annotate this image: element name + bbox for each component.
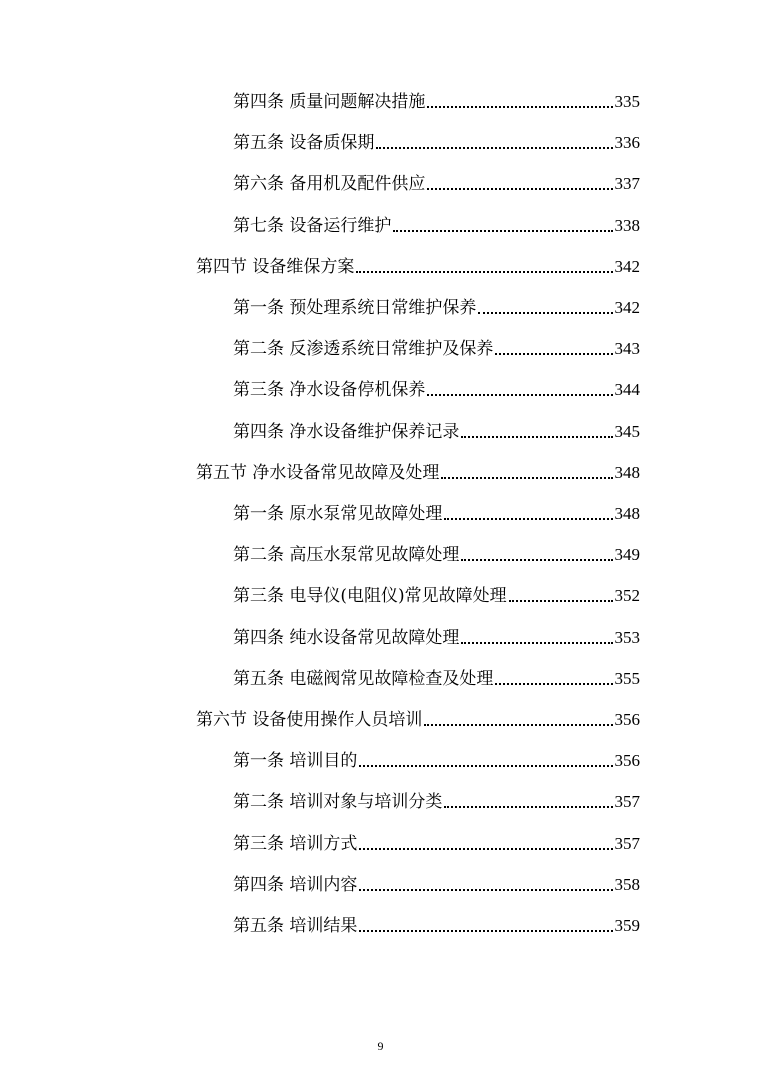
toc-entry-page: 357	[614, 833, 640, 853]
toc-entry-title: 第二条 反渗透系统日常维护及保养	[233, 339, 494, 360]
toc-dot-leader	[495, 353, 612, 355]
toc-article-entry[interactable]	[233, 292, 640, 318]
toc-article-entry[interactable]	[233, 86, 640, 112]
toc-entry-page: 352	[614, 586, 640, 606]
toc-entry-title: 第六节 设备使用操作人员培训	[196, 710, 423, 730]
toc-dot-leader	[359, 765, 612, 767]
toc-dot-leader	[509, 600, 613, 602]
toc-article-entry[interactable]	[233, 910, 640, 936]
toc-entry-title: 第六条 备用机及配件供应	[233, 174, 426, 195]
toc-entry-page: 348	[614, 504, 640, 523]
toc-article-entry[interactable]	[233, 416, 640, 442]
toc-entry-page: 337	[614, 174, 640, 194]
toc-entry-page: 342	[614, 298, 640, 317]
toc-dot-leader	[376, 147, 612, 149]
toc-entry-page: 356	[614, 751, 640, 771]
toc-dot-leader	[393, 230, 612, 232]
toc-entry-page: 355	[614, 668, 640, 688]
toc-dot-leader	[359, 848, 612, 850]
toc-dot-leader	[427, 188, 612, 190]
toc-article-entry[interactable]	[233, 168, 640, 194]
toc-article-entry[interactable]	[233, 622, 640, 648]
toc-entry-page: 336	[614, 133, 640, 153]
toc-dot-leader	[461, 436, 612, 438]
toc-dot-leader	[427, 106, 612, 108]
toc-entry-title: 第四条 纯水设备常见故障处理	[233, 627, 460, 648]
toc-article-entry[interactable]	[233, 127, 640, 153]
toc-section-entry[interactable]	[196, 457, 640, 483]
toc-dot-leader	[461, 642, 612, 644]
toc-article-entry[interactable]	[233, 333, 640, 359]
toc-article-entry[interactable]	[233, 745, 640, 771]
toc-entry-page: 358	[614, 874, 640, 894]
toc-entry-page: 353	[614, 627, 640, 647]
toc-entry-page: 356	[614, 710, 640, 729]
toc-dot-leader	[424, 724, 612, 726]
toc-article-entry[interactable]	[233, 210, 640, 236]
toc-section-entry[interactable]	[196, 251, 640, 277]
toc-article-entry[interactable]	[233, 539, 640, 565]
toc-entry-page: 338	[614, 215, 640, 235]
toc-entry-title: 第三条 培训方式	[233, 833, 358, 854]
toc-entry-page: 342	[614, 256, 640, 276]
toc-entry-page: 343	[614, 339, 640, 359]
toc-entry-title: 第三条 电导仪(电阻仪)常见故障处理	[233, 586, 507, 607]
toc-entry-title: 第四条 培训内容	[233, 874, 358, 895]
page-number: 9	[377, 1039, 384, 1053]
toc-dot-leader	[359, 889, 612, 891]
toc-article-entry[interactable]	[233, 786, 640, 812]
toc-entry-page: 344	[614, 380, 640, 400]
toc-dot-leader	[495, 683, 612, 685]
toc-entry-title: 第七条 设备运行维护	[233, 215, 392, 236]
toc-dot-leader	[461, 559, 612, 561]
toc-article-entry[interactable]	[233, 828, 640, 854]
toc-dot-leader	[444, 806, 612, 808]
toc-entry-title: 第四节 设备维保方案	[196, 256, 355, 277]
toc-entry-title: 第四条 净水设备维护保养记录	[233, 421, 460, 442]
toc-entry-title: 第四条 质量问题解决措施	[233, 92, 426, 112]
toc-entry-page: 348	[614, 462, 640, 482]
toc-entry-title: 第五条 培训结果	[233, 916, 358, 936]
toc-entry-title: 第二条 高压水泵常见故障处理	[233, 545, 460, 566]
toc-article-entry[interactable]	[233, 374, 640, 400]
toc-entry-page: 335	[614, 92, 640, 111]
toc-entry-page: 357	[614, 792, 640, 812]
toc-dot-leader	[359, 930, 612, 932]
toc-dot-leader	[427, 394, 612, 396]
toc-article-entry[interactable]	[233, 869, 640, 895]
toc-entry-title: 第二条 培训对象与培训分类	[233, 792, 443, 813]
toc-entry-title: 第三条 净水设备停机保养	[233, 380, 426, 401]
toc-entry-title: 第一条 原水泵常见故障处理	[233, 504, 443, 524]
toc-dot-leader	[356, 271, 612, 273]
toc-entry-title: 第一条 培训目的	[233, 751, 358, 772]
toc-article-entry[interactable]	[233, 663, 640, 689]
toc-section-entry[interactable]	[196, 704, 640, 730]
toc-dot-leader	[444, 518, 612, 520]
toc-entry-page: 345	[614, 421, 640, 441]
toc-article-entry[interactable]	[233, 498, 640, 524]
toc-dot-leader	[441, 477, 612, 479]
toc-entry-title: 第五条 电磁阀常见故障检查及处理	[233, 668, 494, 689]
toc-entry-title: 第五条 设备质保期	[233, 133, 375, 154]
toc-entry-title: 第五节 净水设备常见故障及处理	[196, 462, 440, 483]
toc-entry-title: 第一条 预处理系统日常维护保养	[233, 298, 477, 318]
toc-article-entry[interactable]	[233, 580, 640, 606]
toc-dot-leader	[478, 312, 612, 314]
toc-entry-page: 359	[614, 916, 640, 935]
toc-entry-page: 349	[614, 545, 640, 565]
